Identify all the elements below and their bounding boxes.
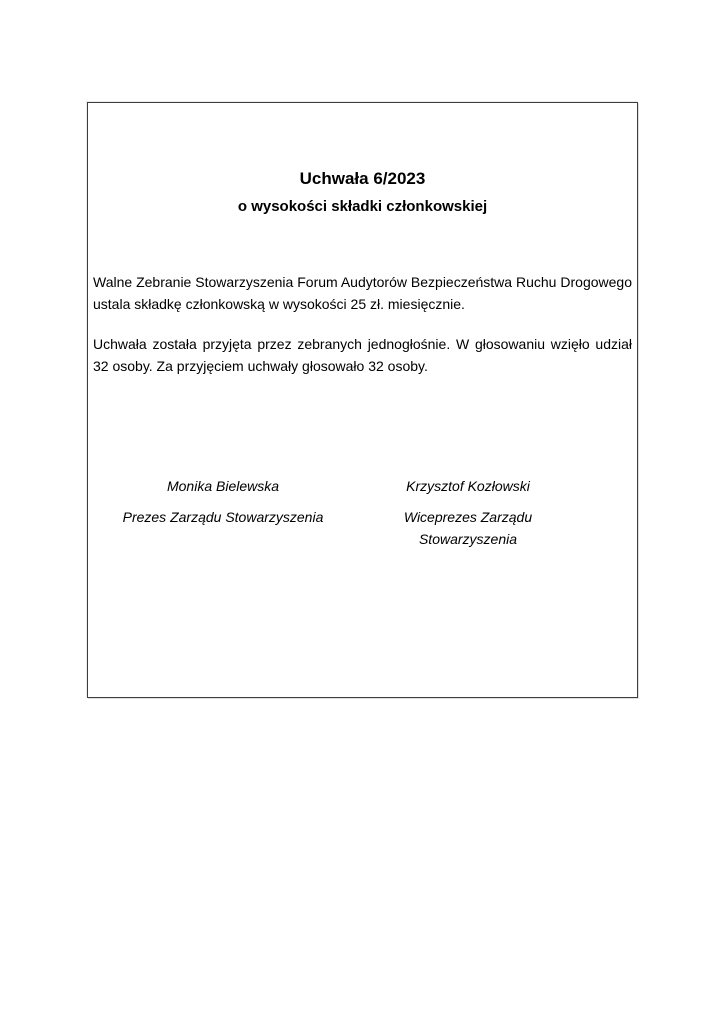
signature-left-role: Prezes Zarządu Stowarzyszenia xyxy=(122,509,324,525)
body-paragraph-1: Walne Zebranie Stowarzyszenia Forum Audytorów Bezpieczeństwa Ruchu Drogowego ustala składkę członkowską w wysokości 25 zł. miesięcznie. xyxy=(93,274,632,312)
signature-left xyxy=(93,475,353,550)
document-subtitle: o wysokości składki członkowskiej xyxy=(237,198,488,215)
signature-block xyxy=(93,475,632,550)
signature-right xyxy=(353,475,583,550)
document-title: Uchwała 6/2023 xyxy=(299,169,426,188)
body-paragraph-2: Uchwała została przyjęta przez zebranych jednogłośnie. W głosowaniu wzięło udział 32 osoby. Za przyjęciem uchwały głosowało 32 osoby. xyxy=(93,336,632,374)
document-border-box xyxy=(87,102,638,698)
signature-left-name: Monika Bielewska xyxy=(166,478,280,494)
signature-right-role: Wiceprezes Zarządu Stowarzyszenia xyxy=(403,509,533,547)
signature-right-name: Krzysztof Kozłowski xyxy=(406,478,530,494)
